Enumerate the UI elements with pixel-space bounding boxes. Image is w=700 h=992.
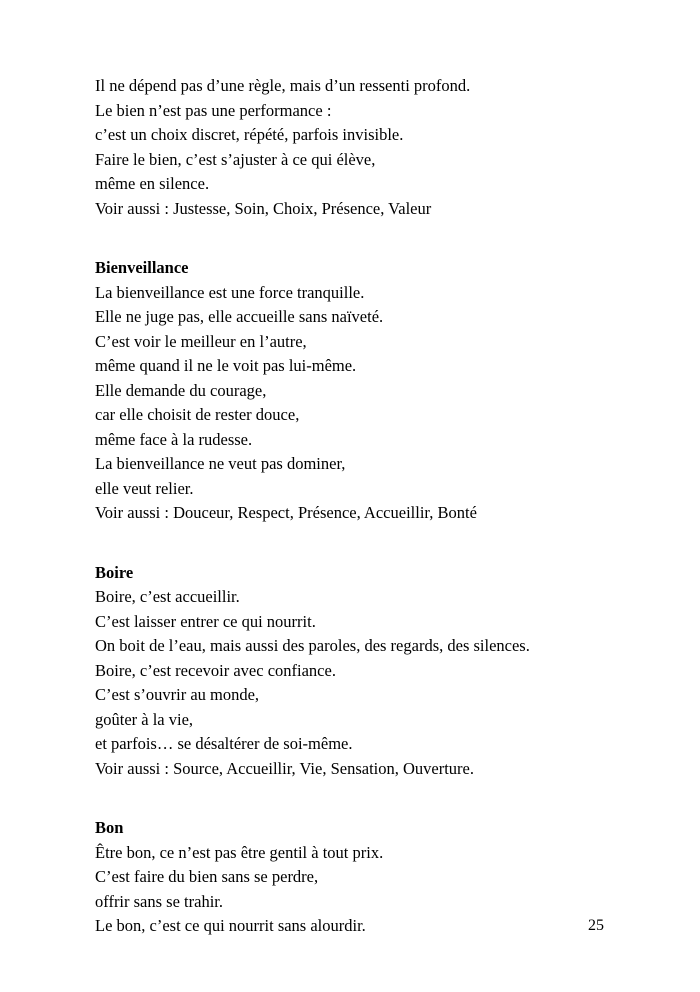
see-also-line: Voir aussi : Douceur, Respect, Présence, Accueillir, Bonté <box>95 503 477 522</box>
entry-title: Bon <box>95 818 124 837</box>
text-line: c’est un choix discret, répété, parfois invisible. <box>95 125 404 144</box>
text-line: Être bon, ce n’est pas être gentil à tout prix. <box>95 842 384 862</box>
text-line: La bienveillance est une force tranquille. <box>95 282 365 302</box>
entry-title: Boire <box>95 562 134 582</box>
see-also-line: Voir aussi : Source, Accueillir, Vie, Sensation, Ouverture. <box>95 758 475 778</box>
text-line: offrir sans se trahir. <box>95 891 223 911</box>
text-line: C’est s’ouvrir au monde, <box>95 685 260 704</box>
text-line: C’est faire du bien sans se perdre, <box>95 867 319 886</box>
page-number: 25 <box>588 917 604 934</box>
text-line: Il ne dépend pas d’une règle, mais d’un ressenti profond. <box>95 76 471 95</box>
page-body-text <box>95 74 610 939</box>
text-line: car elle choisit de rester douce, <box>95 405 300 424</box>
text-line: C’est laisser entrer ce qui nourrit. <box>95 611 316 631</box>
text-line: Le bon, c’est ce qui nourrit sans alourdir. <box>95 916 366 935</box>
text-line: Elle demande du courage, <box>95 380 267 400</box>
text-line: goûter à la vie, <box>95 709 194 729</box>
text-line: même face à la rudesse. <box>95 429 253 449</box>
entry-continuation <box>95 74 610 221</box>
text-line: Elle ne juge pas, elle accueille sans naïveté. <box>95 307 384 326</box>
text-line: même en silence. <box>95 174 210 193</box>
entry-bienveillance <box>95 256 610 526</box>
text-line: Le bien n’est pas une performance : <box>95 100 332 120</box>
text-line: On boit de l’eau, mais aussi des paroles, des regards, des silences. <box>95 636 530 655</box>
text-line: Boire, c’est recevoir avec confiance. <box>95 660 336 680</box>
text-line: Boire, c’est accueillir. <box>95 587 240 606</box>
text-line: C’est voir le meilleur en l’autre, <box>95 331 307 351</box>
text-line: et parfois… se désaltérer de soi-même. <box>95 734 353 753</box>
see-also-line: Voir aussi : Justesse, Soin, Choix, Présence, Valeur <box>95 198 432 218</box>
entry-title: Bienveillance <box>95 258 189 277</box>
text-line: même quand il ne le voit pas lui-même. <box>95 356 357 375</box>
text-line: elle veut relier. <box>95 478 194 498</box>
entry-bon <box>95 816 610 939</box>
text-line: Faire le bien, c’est s’ajuster à ce qui élève, <box>95 149 376 169</box>
text-line: La bienveillance ne veut pas dominer, <box>95 454 346 473</box>
entry-boire <box>95 561 610 782</box>
